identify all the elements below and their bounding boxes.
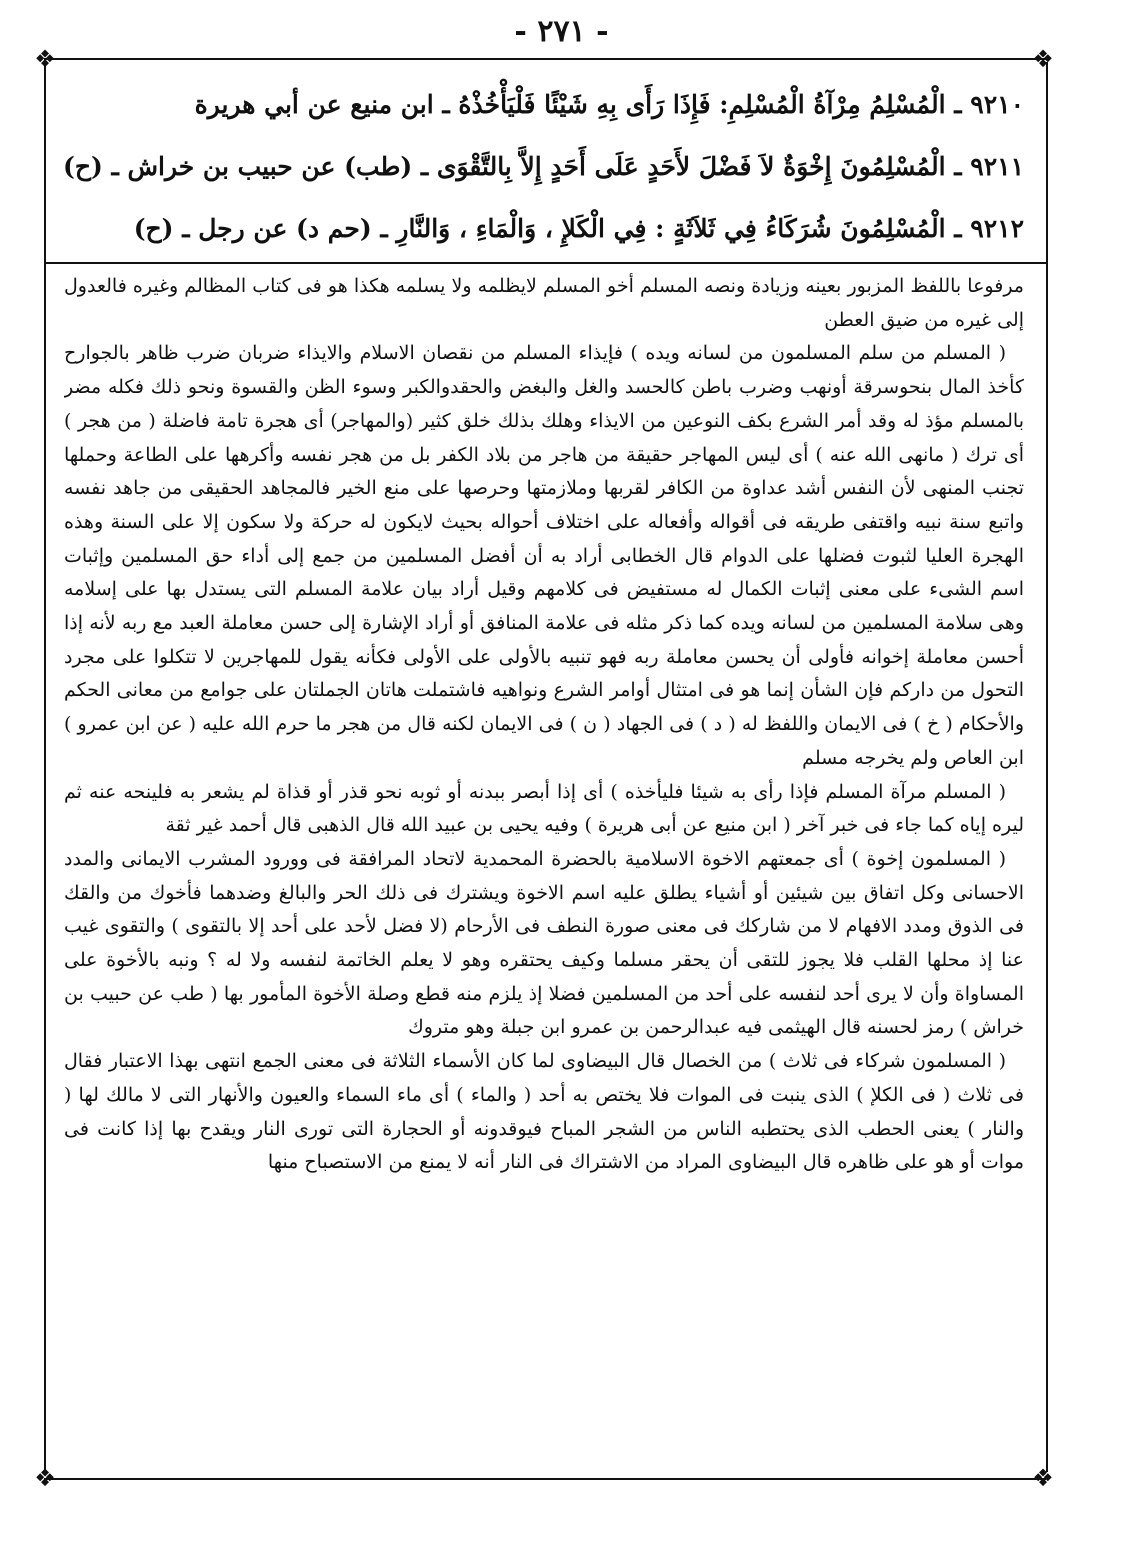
- corner-ornament-icon: ❖: [1032, 45, 1054, 73]
- hadith-9210: ٩٢١٠ ـ الْمُسْلِمُ مِرْآةُ الْمُسْلِمِ: فَإِذَا رَأَى بِهِ شَيْئًا فَلْيَأْخُذْهُ ـ ابن منيع عن أبي هريرة: [194, 90, 1024, 119]
- hadith-9211: ٩٢١١ ـ الْمُسْلِمُونَ إِخْوَةٌ لاَ فَضْلَ لأَحَدٍ عَلَى أَحَدٍ إِلاَّ بِالتَّقْوَى ـ (طب) عن حبيب بن خراش ـ (ح): [62, 152, 1024, 181]
- commentary-paragraph: ( المسلمون شركاء فى ثلاث ) من الخصال قال البيضاوى لما كان الأسماء الثلاثة فى معنى الجمع انتهى بهذا الاعتبار فقال فى ثلاث ( فى الكلإ ) الذى ينبت فى الموات فلا يختص به أحد ( والماء ) أى ماء السماء والعيون والأنهار التى لا مالك لها ( والنار ) يعنى الحطب الذى يحتطبه الناس من الشجر المباح فيوقدونه أو الحجارة التى تورى النار ويقدح بها إذا كانت فى موات أو هو على ظاهره قال البيضاوى المراد من الاشتراك فى النار أنه لا يمنع من الاستصباح منها: [64, 1050, 1024, 1174]
- corner-ornament-icon: ❖: [1032, 1464, 1054, 1492]
- commentary-section: [64, 270, 1024, 1470]
- commentary-paragraph: ( المسلم من سلم المسلمون من لسانه ويده ) فإيذاء المسلم من نقصان الاسلام والايذاء ضربان ضرب ظاهر بالجوارح كأخذ المال بنحوسرقة أونهب وضرب باطن كالحسد والغل والبغض والحقدوالكبر وسوء الظن والقسوة ونحو ذلك فكله مضر بالمسلم مؤذ له وقد أمر الشرع بكف النوعين من الايذاء وهلك بذلك خلق كثير (والمهاجر) أى هجرة تامة فاضلة ( من هجر ) أى ترك ( مانهى الله عنه ) أى ليس المهاجر حقيقة من هاجر من بلاد الكفر بل من هجر نفسه وأكرهها على الطاعة وحملها تجنب المنهى لأن النفس أشد عداوة من الكافر لقربها وملازمتها وحرصها على منع الخير فالمجاهد الحقيقى من جاهد نفسه واتبع سنة نبيه واقتفى طريقه فى أقواله وأفعاله على اختلاف أحواله بحيث لايكون له حركة ولا سكون إلا على السنة وهذه الهجرة العليا لثبوت فضلها على الدوام قال الخطابى أراد به أن أفضل المسلمين من جمع إلى أداء حق المسلمين وإثبات اسم الشىء على معنى إثبات الكمال له مستفيض فى كلامهم وقيل أراد بيان علامة المسلم التى يستدل بها على إسلامه وهى سلامة المسلمين من لسانه ويده كما ذكر مثله فى علامة المنافق أو أراد الإشارة إلى حسن معاملة العبد مع ربه لأنه إذا أحسن معاملة إخوانه فأولى أن يحسن معاملة ربه فهو تنبيه بالأولى على الأولى فكأنه يقول للمهاجرين لا تتكلوا على مجرد التحول من داركم فإن الشأن إنما هو فى امتثال أوامر الشرع ونواهيه فاشتملت هاتان الجملتان على جوامع من معانى الحكم والأحكام ( خ ) فى الايمان واللفظ له ( د ) فى الجهاد ( ن ) فى الايمان لكنه قال من هجر ما حرم الله عليه ( عن ابن عمرو ) ابن العاص ولم يخرجه مسلم: [64, 342, 1024, 769]
- top-rule: [44, 58, 1046, 60]
- hadith-9212: ٩٢١٢ ـ الْمُسْلِمُونَ شُرَكَاءُ فِي ثَلاَثَةٍ : فِي الْكَلإِ ، وَالْمَاءِ ، وَالنَّارِ ـ (حم د) عن رجل ـ (ح): [133, 214, 1024, 243]
- separator-rule: [44, 262, 1046, 264]
- hadith-list: [64, 74, 1024, 260]
- page-number: - ٢٧١ -: [514, 14, 609, 49]
- corner-ornament-icon: ❖: [34, 1464, 56, 1492]
- commentary-paragraph: مرفوعا باللفظ المزبور بعينه وزيادة ونصه المسلم أخو المسلم لايظلمه ولا يسلمه هكذا هو فى كتاب المظالم وغيره فالعدول إلى غيره من ضيق العطن: [64, 275, 1024, 331]
- bottom-rule: [44, 1478, 1046, 1480]
- commentary-paragraph: ( المسلم مرآة المسلم فإذا رأى به شيئا فليأخذه ) أى إذا أبصر ببدنه أو ثوبه نحو قذر أو قذاة لم يشعر به فلينحه عنه ثم ليره إياه كما جاء فى خبر آخر ( ابن منيع عن أبى هريرة ) وفيه يحيى بن عبيد الله قال الذهبى قال أحمد غير ثقة: [64, 780, 1024, 837]
- commentary-paragraph: ( المسلمون إخوة ) أى جمعتهم الاخوة الاسلامية بالحضرة المحمدية لاتحاد المرافقة فى وورود المشرب الايمانى والمدد الاحسانى وكل اتفاق بين شيئين أو أشياء يطلق عليه اسم الاخوة ويشترك فى ذلك الحر والبالغ وضدهما فأخوك من والقك فى الذوق ومدد الافهام لا من شاركك فى معنى صورة النطف فى الأرحام (لا فضل لأحد على أحد إلا بالتقوى ) والتقوى غيب عنا إذ محلها القلب فلا يجوز للتقى أن يحقر مسلما وكيف يحتقره وهو لا يعلم الخاتمة لنفسه ولا له ؟ ونبه بالأخوة على المساواة وأن لا يرى أحد لنفسه على أحد من المسلمين فضلا إذ يلزم منه قطع وصلة الأخوة المأمور بها ( طب عن حبيب بن خراش ) رمز لحسنه قال الهيثمى فيه عبدالرحمن بن عمرو ابن جبلة وهو متروك: [64, 847, 1024, 1039]
- corner-ornament-icon: ❖: [34, 45, 56, 73]
